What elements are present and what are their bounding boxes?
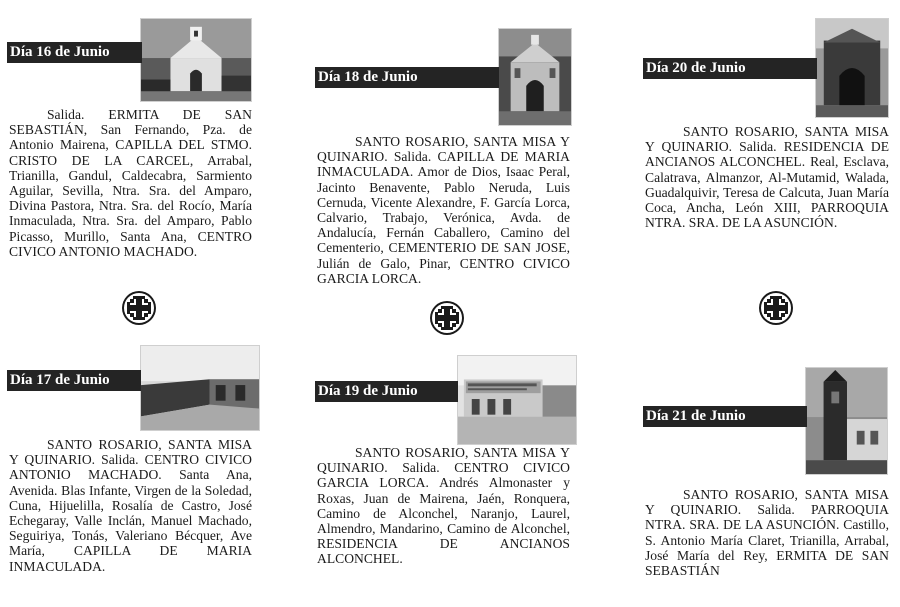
day-label: Día 20 de Junio bbox=[643, 58, 817, 79]
day-label: Día 18 de Junio bbox=[315, 67, 499, 88]
route-text: SANTO ROSARIO, SANTA MISA Y QUINARIO. Salida. CAPILLA DE MARIA INMACULADA. Amor de Dios, Isaac Peral, Jacinto Benavente, Pablo Neruda, Luis Cernuda, Vicente Alexandre, F. García Lorca, Calvario, Trabajo, Verónica, Avda. de Andalucía, Fernán Caballero, Camino del Cementerio, CEMENTERIO DE SAN JOSE, Julián de Galo, Pinar, CENTRO CIVICO GARCIA LORCA. bbox=[317, 134, 570, 286]
route-text: SANTO ROSARIO, SANTA MISA Y QUINARIO. Salida. PARROQUIA NTRA. SRA. DE LA ASUNCIÓN. Castillo, S. Antonio María Claret, Trianilla, Arrabal, José María del Rey, ERMITA DE SAN SEBASTIÁN bbox=[645, 487, 889, 579]
day-label: Día 17 de Junio bbox=[7, 370, 141, 391]
jerusalem-cross-icon bbox=[758, 290, 794, 326]
route-text: SANTO ROSARIO, SANTA MISA Y QUINARIO. Salida. RESIDENCIA DE ANCIANOS ALCONCHEL. Real, Esclava, Calatrava, Almanzor, Al-Mutamid, Walada, Guadalquivir, Teresa de Calcuta, Juan María Coca, Ancha, León XIII, PARROQUIA NTRA. SRA. DE LA ASUNCIÓN. bbox=[645, 124, 889, 231]
jerusalem-cross-icon bbox=[121, 290, 157, 326]
photo-hermitage bbox=[140, 18, 252, 102]
photo-chapel bbox=[498, 28, 572, 126]
photo-residence bbox=[815, 18, 889, 118]
day-label: Día 16 de Junio bbox=[7, 42, 142, 63]
route-text: Salida. ERMITA DE SAN SEBASTIÁN, San Fernando, Pza. de Antonio Mairena, CAPILLA DEL STMO. CRISTO DE LA CARCEL, Arrabal, Trianilla, Gandul, Caldecabra, Sarmiento Aguilar, Sevilla, Ntra. Sra. del Amparo, Divina Pastora, Ntra. Sra. del Rocío, María Inmaculada, Ntra. Sra. del Amparo, Pablo Picasso, Murillo, Santa Ana, CENTRO CIVICO ANTONIO MACHADO. bbox=[9, 107, 252, 259]
route-text: SANTO ROSARIO, SANTA MISA Y QUINARIO. Salida. CENTRO CIVICO GARCIA LORCA. Andrés Almonaster y Roxas, Juan de Mairena, Jaén, Ronquera, Camino de Alconchel, Naranjo, Laurel, Almendro, Mandarino, Camino de Alconchel, RESIDENCIA DE ANCIANOS ALCONCHEL. bbox=[317, 445, 570, 567]
jerusalem-cross-icon bbox=[429, 300, 465, 336]
photo-civic-centre bbox=[457, 355, 577, 445]
photo-church-tower bbox=[805, 367, 888, 475]
day-label: Día 19 de Junio bbox=[315, 381, 458, 402]
route-text: SANTO ROSARIO, SANTA MISA Y QUINARIO. Salida. CENTRO CIVICO ANTONIO MACHADO. Santa Ana, Avenida. Blas Infante, Virgen de la Soledad, Cuna, Hijuelilla, Rosalía de Castro, José Echegaray, Valle Inclán, Manuel Machado, Seguiriya, Tonás, Valeriano Bécquer, Ave María, CAPILLA DE MARIA INMACULADA. bbox=[9, 437, 252, 574]
photo-courtyard bbox=[140, 345, 260, 431]
day-label: Día 21 de Junio bbox=[643, 406, 807, 427]
